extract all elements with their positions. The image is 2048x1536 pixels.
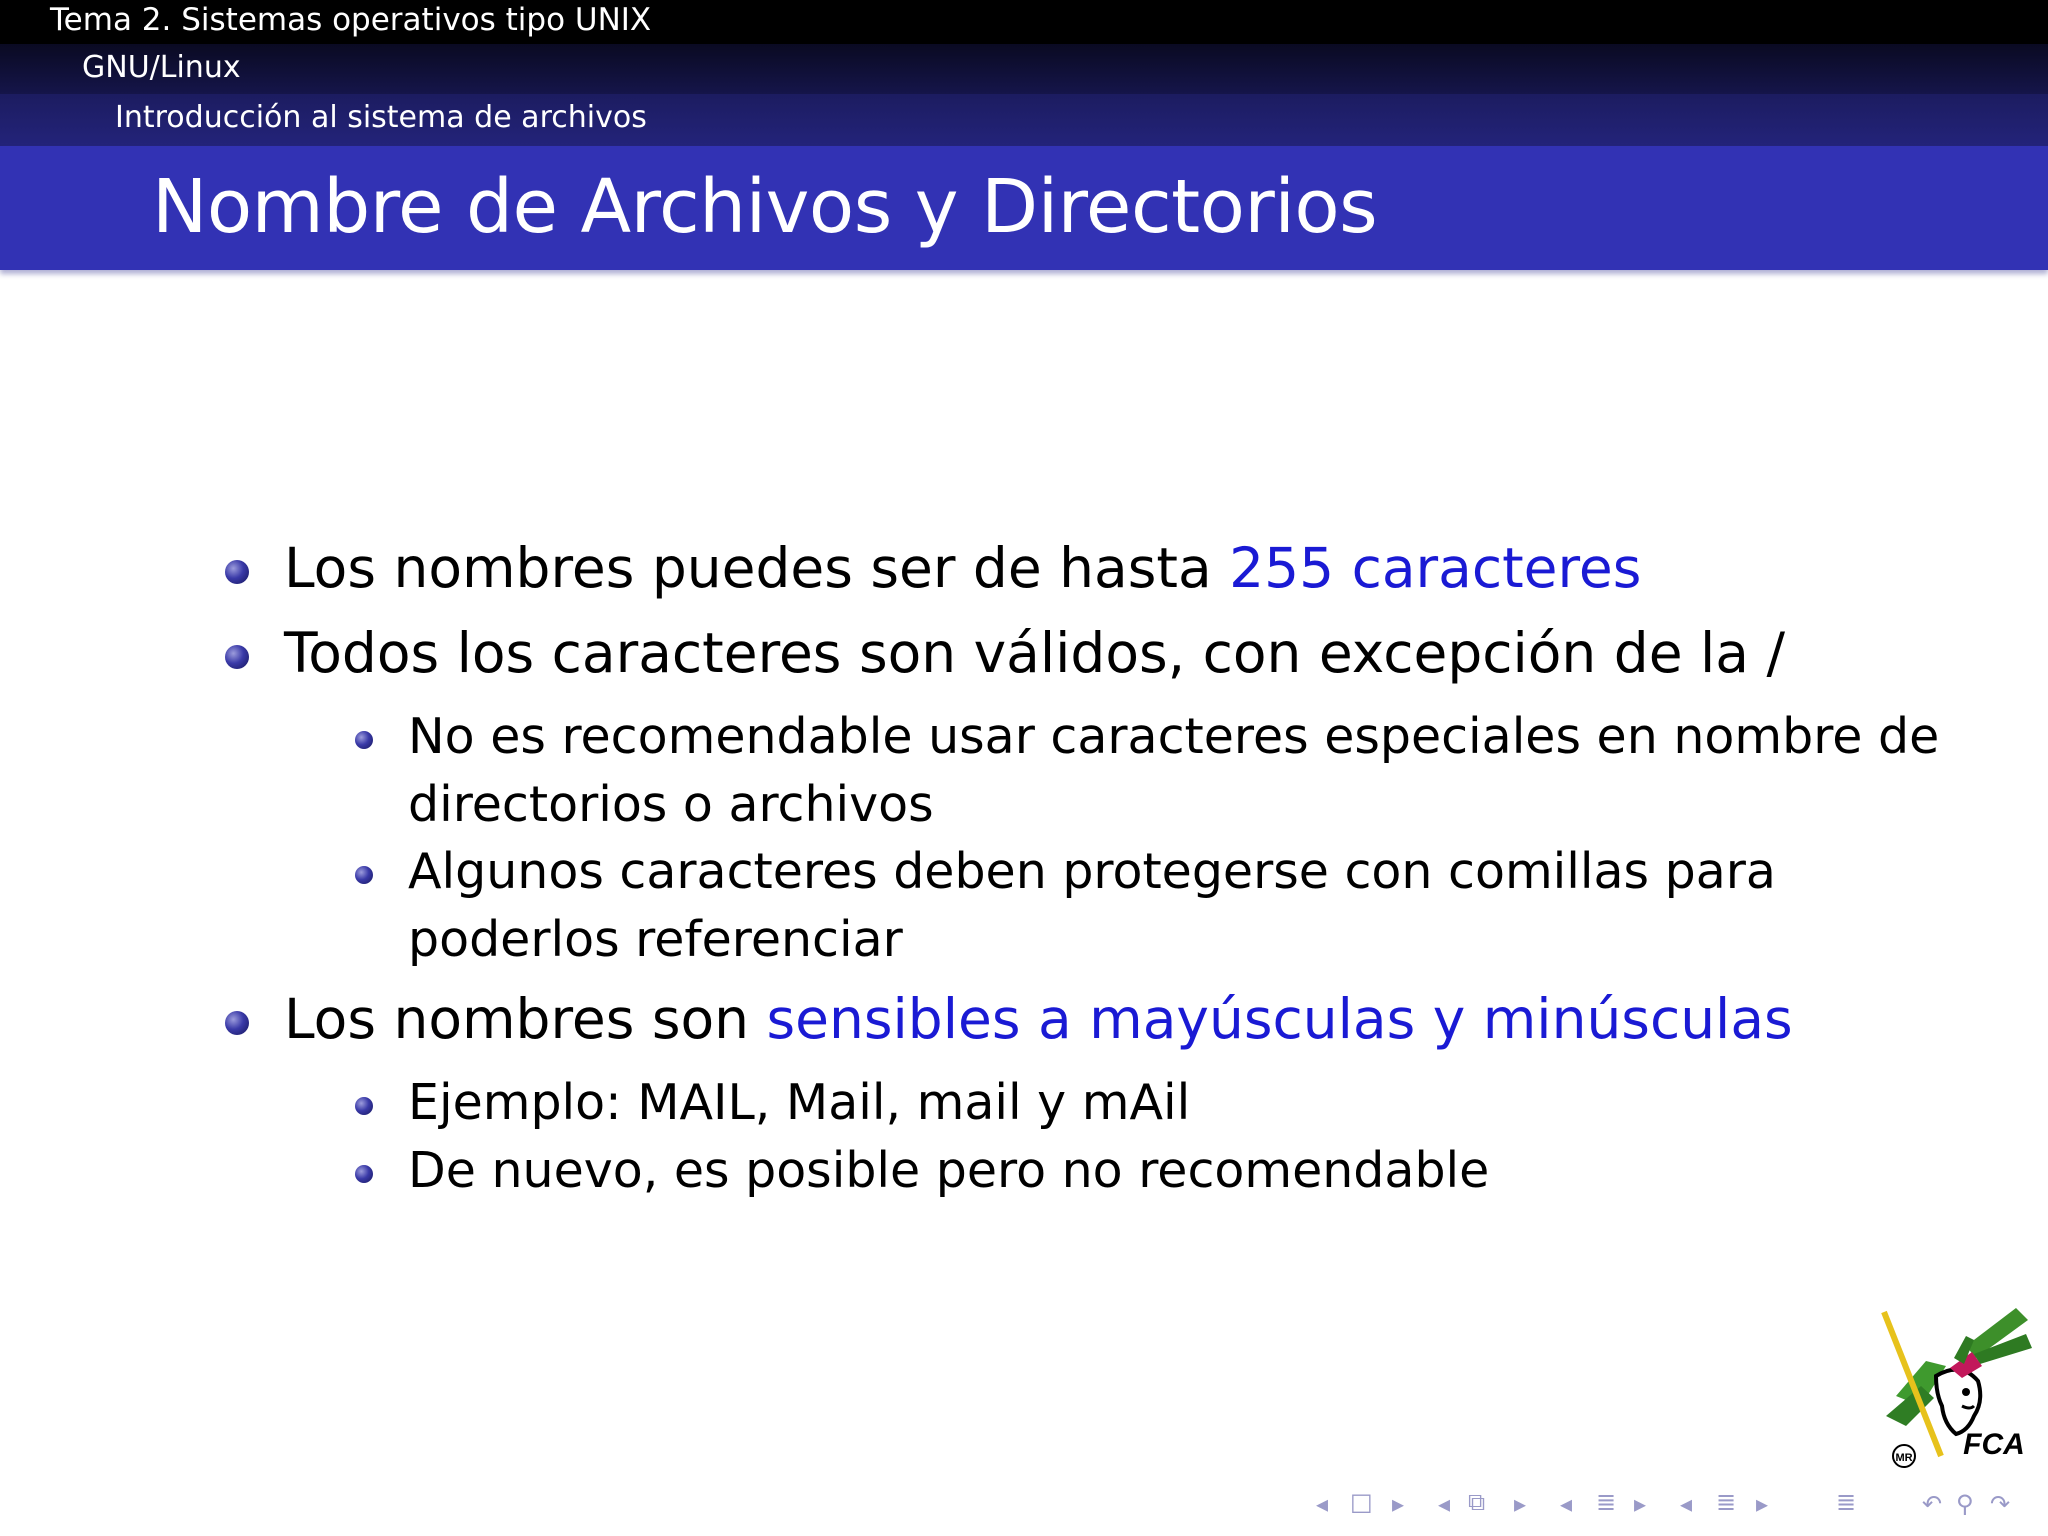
- bullet-icon: [225, 645, 249, 669]
- nav-prev-section-icon[interactable]: ◂: [1560, 1490, 1573, 1518]
- header-subsection-bar[interactable]: [0, 44, 2048, 94]
- sub-bullet-item-2-1: [408, 703, 1939, 839]
- nav-prev-document-icon[interactable]: ◂: [1680, 1490, 1693, 1518]
- logo-mark: MR: [1895, 1452, 1913, 1464]
- bullet-item-3-text: Los nombres son: [284, 987, 767, 1051]
- nav-frame-icon[interactable]: □: [1350, 1488, 1373, 1516]
- sub-bullet-item-3-2: [408, 1137, 1489, 1205]
- sub-bullet-item-3-1-text: Ejemplo: MAIL, Mail, mail y mAil: [408, 1074, 1191, 1131]
- nav-document-icon[interactable]: ≣: [1716, 1488, 1737, 1516]
- bullet-item-3-highlight: sensibles a mayúsculas y minúsculas: [766, 987, 1793, 1051]
- sub-bullet-icon: [355, 1097, 373, 1115]
- header-section-bar[interactable]: [0, 0, 2048, 44]
- nav-subsection-icon[interactable]: ⧉: [1468, 1488, 1486, 1516]
- sub-bullet-icon: [355, 1165, 373, 1183]
- bullet-icon: [225, 560, 249, 584]
- nav-search-icon[interactable]: ⚲: [1956, 1490, 1974, 1518]
- frame-title-bar: [0, 146, 2048, 270]
- frame-title: Nombre de Archivos y Directorios: [152, 164, 1378, 250]
- bullet-item-2: [284, 621, 1785, 685]
- bullet-item-1: [284, 536, 1641, 600]
- bullet-item-1-text: Los nombres puedes ser de hasta: [284, 536, 1230, 600]
- nav-next-subsection-icon[interactable]: ▸: [1514, 1490, 1527, 1518]
- bullet-item-1-highlight: 255 caracteres: [1229, 536, 1642, 600]
- sub-bullet-item-2-2-line2: poderlos referenciar: [408, 911, 903, 968]
- sub-bullet-icon: [355, 731, 373, 749]
- nav-back-icon[interactable]: ↶: [1922, 1490, 1943, 1518]
- sub-bullet-icon: [355, 866, 373, 884]
- bullet-icon: [225, 1011, 249, 1035]
- bullet-item-3: [284, 987, 1793, 1051]
- nav-appendix-icon[interactable]: ≣: [1836, 1488, 1857, 1516]
- nav-prev-subsection-icon[interactable]: ◂: [1438, 1490, 1451, 1518]
- header-subsubsection[interactable]: Introducción al sistema de archivos: [115, 100, 647, 135]
- nav-forward-icon[interactable]: ↷: [1990, 1490, 2011, 1518]
- sub-bullet-item-2-1-line2: directorios o archivos: [408, 776, 934, 833]
- nav-next-document-icon[interactable]: ▸: [1756, 1490, 1769, 1518]
- sub-bullet-item-3-1: [408, 1069, 1190, 1137]
- sub-bullet-item-3-2-text: De nuevo, es posible pero no recomendable: [408, 1142, 1490, 1199]
- header-section[interactable]: Tema 2. Sistemas operativos tipo UNIX: [50, 2, 652, 38]
- nav-prev-frame-icon[interactable]: ◂: [1316, 1490, 1329, 1518]
- nav-next-section-icon[interactable]: ▸: [1634, 1490, 1647, 1518]
- header-subsection[interactable]: GNU/Linux: [82, 50, 241, 85]
- bullet-item-2-text: Todos los caracteres son válidos, con excepción de la /: [284, 621, 1786, 685]
- sub-bullet-item-2-2-line1: Algunos caracteres deben protegerse con comillas para: [408, 843, 1776, 900]
- university-seal-icon: [1866, 1306, 2036, 1476]
- nav-section-icon[interactable]: ≣: [1596, 1488, 1617, 1516]
- nav-next-frame-icon[interactable]: ▸: [1392, 1490, 1405, 1518]
- header-subsubsection-bar[interactable]: [0, 94, 2048, 146]
- logo-text: FCA: [1963, 1428, 2025, 1461]
- sub-bullet-item-2-2: [408, 838, 1776, 974]
- sub-bullet-item-2-1-line1: No es recomendable usar caracteres especiales en nombre de: [408, 708, 1940, 765]
